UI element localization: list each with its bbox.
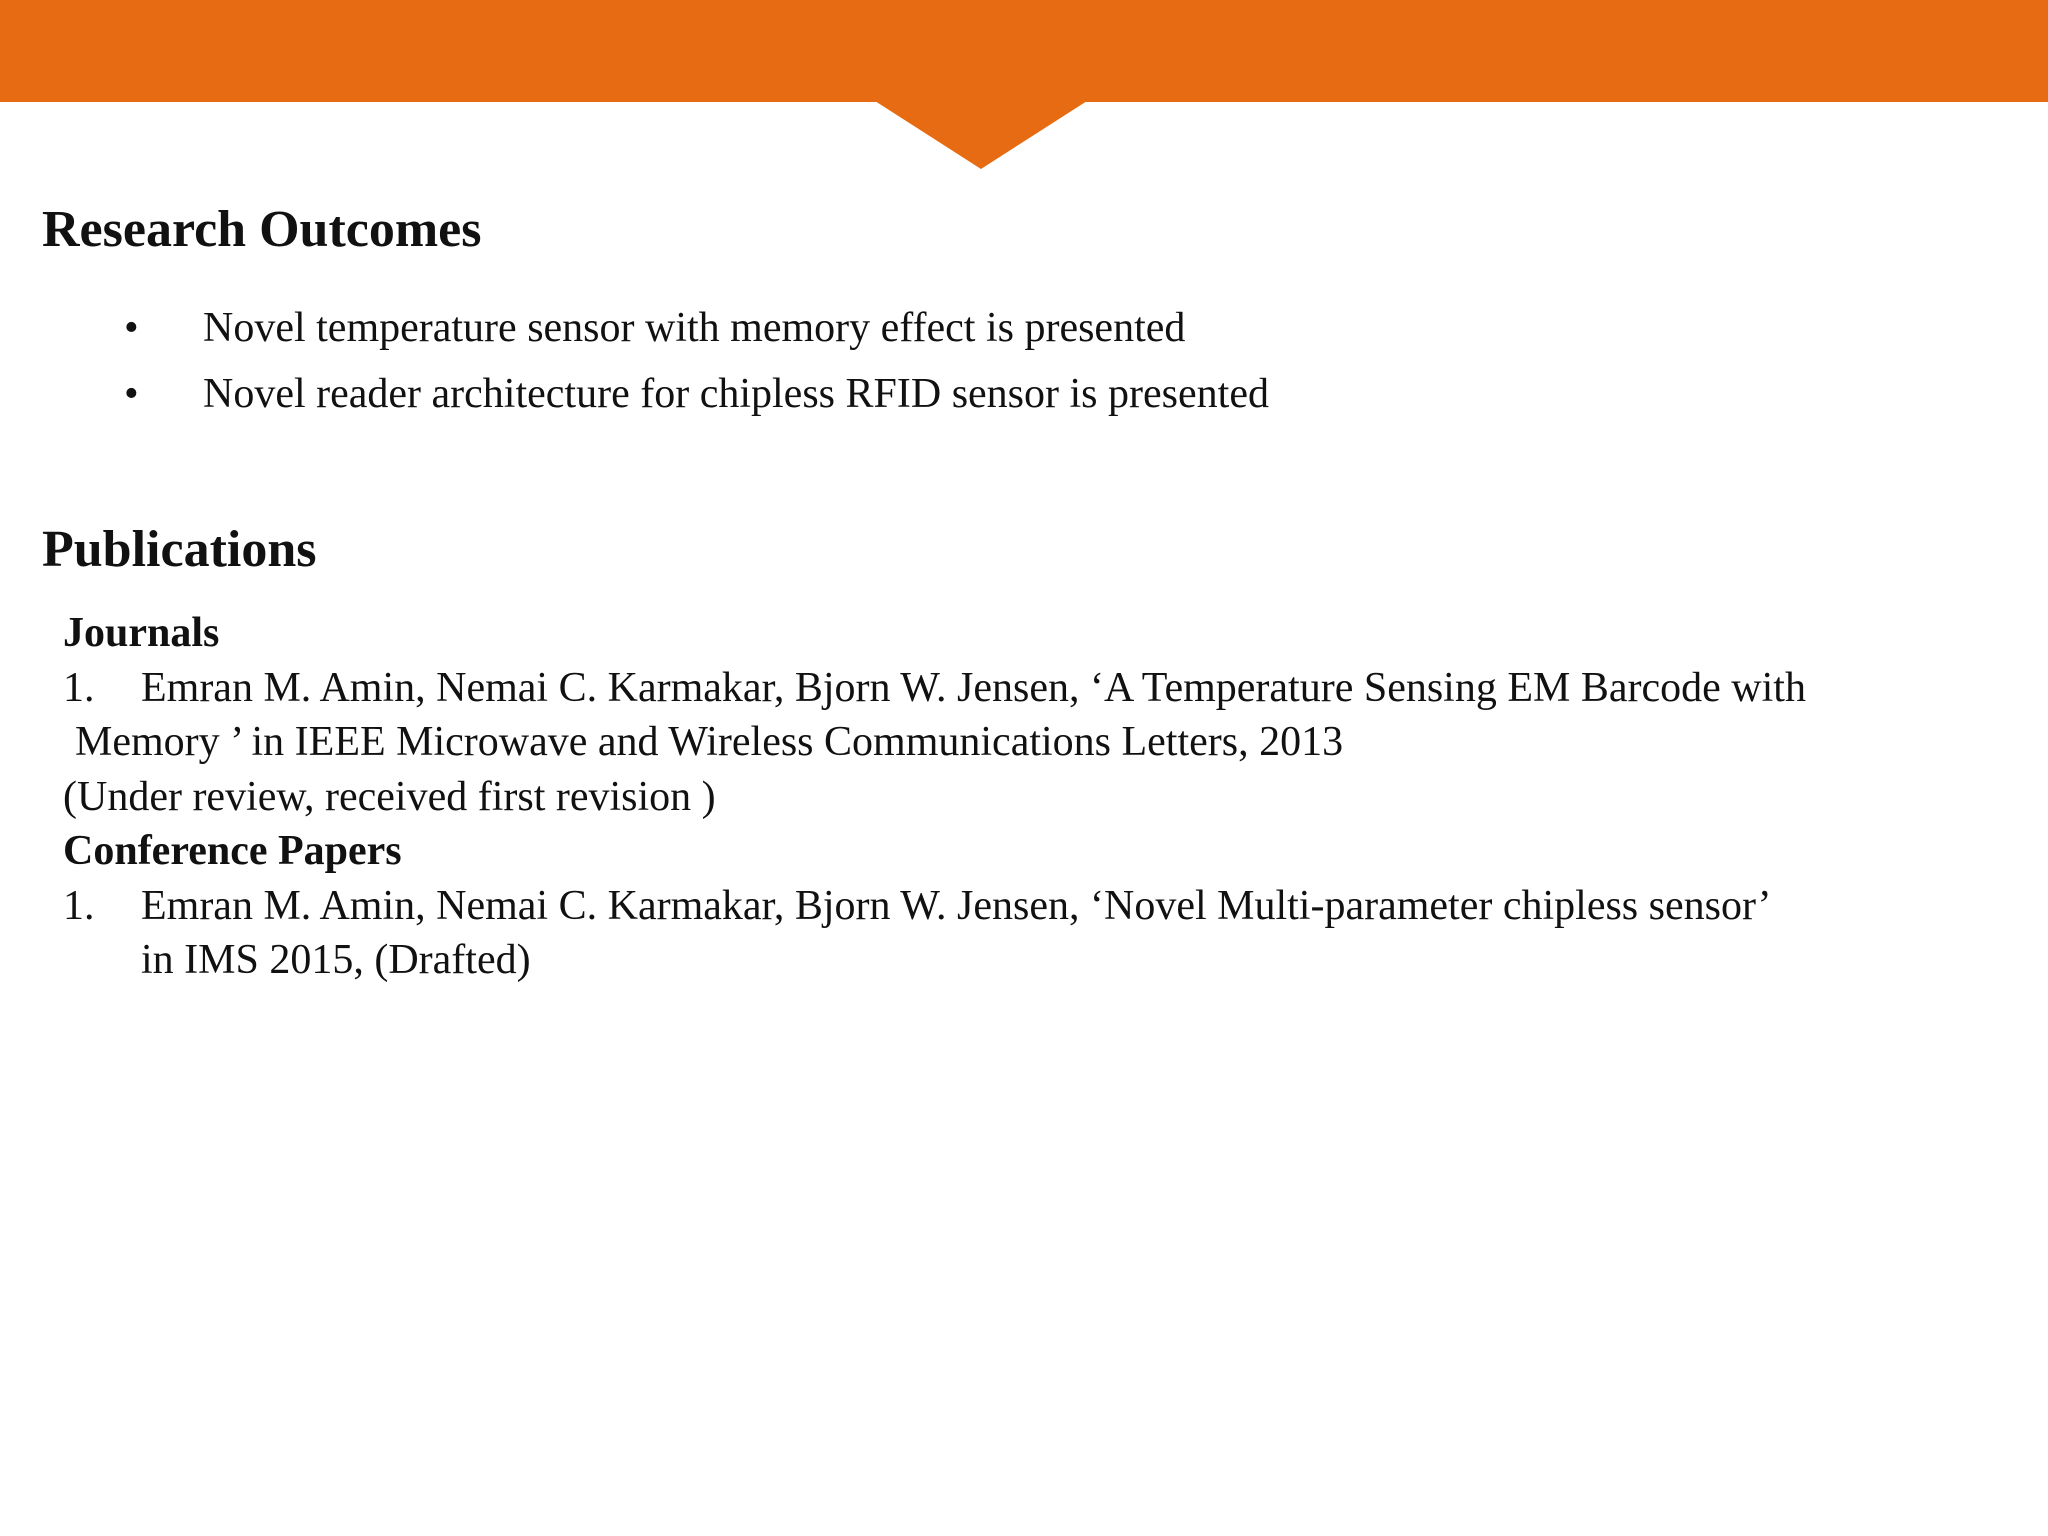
publications-heading: Publications [42, 521, 317, 578]
list-item-text: Novel reader architecture for chipless RFID sensor is presented [203, 371, 1269, 417]
bullet-icon: • [124, 371, 139, 417]
entry-number: 1. [63, 882, 95, 929]
journals-heading: Journals [63, 610, 220, 656]
conference-entry-line-1 [63, 879, 1806, 934]
conference-entry-line-2: in IMS 2015, (Drafted) [141, 937, 531, 983]
entry-citation: Emran M. Amin, Nemai C. Karmakar, Bjorn W. Jensen, ‘A Temperature Sensing EM Barcode with [141, 664, 1806, 711]
journal-entry-line-2: Memory ’ in IEEE Microwave and Wireless Communications Letters, 2013 [75, 719, 1344, 765]
journal-entry-note: (Under review, received first revision ) [63, 773, 716, 820]
entry-citation: Emran M. Amin, Nemai C. Karmakar, Bjorn W. Jensen, ‘Novel Multi-parameter chipless sensor’ [141, 882, 1772, 929]
journal-entry-line-1 [63, 661, 1806, 716]
entry-number: 1. [63, 664, 95, 711]
conference-papers-heading: Conference Papers [63, 828, 402, 874]
top-banner [0, 0, 2048, 102]
publications-list [63, 606, 1806, 988]
list-item-text: Novel temperature sensor with memory effect is presented [203, 305, 1186, 351]
research-outcomes-heading: Research Outcomes [42, 201, 482, 258]
bullet-icon: • [124, 305, 139, 351]
banner-notch [875, 101, 1087, 169]
